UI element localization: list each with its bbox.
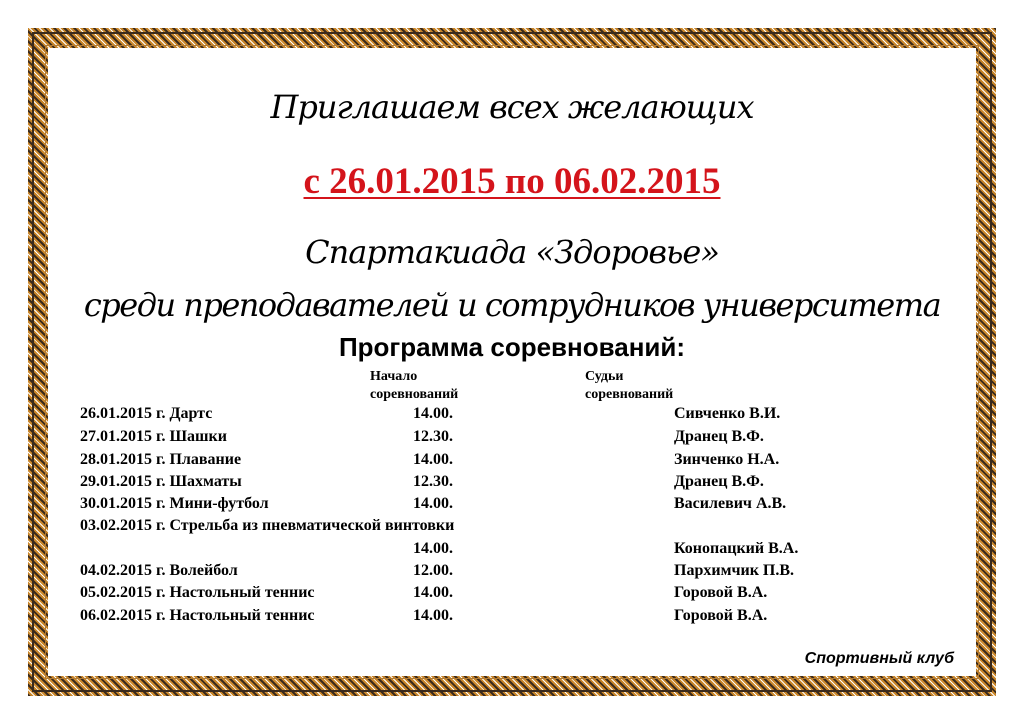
schedule-row [80, 562, 940, 584]
row-event: 26.01.2015 г. Дартс [80, 405, 213, 422]
row-judge: Василевич А.В. [674, 495, 787, 512]
row-time: 14.00. [413, 584, 453, 601]
row-event: 06.02.2015 г. Настольный теннис [80, 607, 315, 624]
row-judge: Сивченко В.И. [674, 405, 781, 422]
row-time: 12.30. [413, 428, 453, 445]
date-range: с 26.01.2015 по 06.02.2015 [303, 161, 721, 202]
event-name: Спартакиада «Здоровье» [305, 233, 719, 271]
row-time: 12.00. [413, 562, 453, 579]
row-event: 04.02.2015 г. Волейбол [80, 562, 238, 579]
schedule-row [80, 495, 940, 517]
row-event: 28.01.2015 г. Плавание [80, 451, 242, 468]
row-event: 27.01.2015 г. Шашки [80, 428, 227, 445]
row-time: 12.30. [413, 473, 453, 490]
schedule-row [80, 607, 940, 629]
schedule-row [80, 517, 940, 539]
row-event: 30.01.2015 г. Мини-футбол [80, 495, 269, 512]
row-event: 03.02.2015 г. Стрельба из пневматической винтовки [80, 517, 455, 534]
column-header-judges-line2: соревнований [585, 387, 674, 402]
program-title: Программа соревнований: [338, 332, 686, 362]
row-judge: Дранец В.Ф. [674, 428, 764, 445]
row-event: 29.01.2015 г. Шахматы [80, 473, 242, 490]
column-header-start-line1: Начало [370, 369, 418, 384]
schedule-row [80, 405, 940, 427]
row-judge: Дранец В.Ф. [674, 473, 764, 490]
row-event: 05.02.2015 г. Настольный теннис [80, 584, 315, 601]
schedule-row [80, 428, 940, 450]
row-time: 14.00. [413, 495, 453, 512]
row-time: 14.00. [413, 607, 453, 624]
column-header-start [370, 368, 458, 404]
footer-sports-club: Спортивный клуб [804, 650, 954, 667]
invite-heading: Приглашаем всех желающих [270, 88, 754, 126]
row-judge: Конопацкий В.А. [674, 540, 799, 557]
event-audience: среди преподавателей и сотрудников университета [83, 286, 941, 324]
row-judge: Горовой В.А. [674, 584, 768, 601]
schedule-row [80, 473, 940, 495]
schedule-row [80, 451, 940, 473]
row-judge: Пархимчик П.В. [674, 562, 795, 579]
column-header-judges [585, 368, 673, 404]
row-judge: Горовой В.А. [674, 607, 768, 624]
column-header-judges-line1: Судьи [585, 369, 624, 384]
row-time: 14.00. [413, 405, 453, 422]
schedule-row [80, 584, 940, 606]
column-header-start-line2: соревнований [370, 387, 459, 402]
schedule-row [80, 540, 940, 562]
row-time: 14.00. [413, 540, 453, 557]
row-time: 14.00. [413, 451, 453, 468]
row-judge: Зинченко Н.А. [674, 451, 780, 468]
